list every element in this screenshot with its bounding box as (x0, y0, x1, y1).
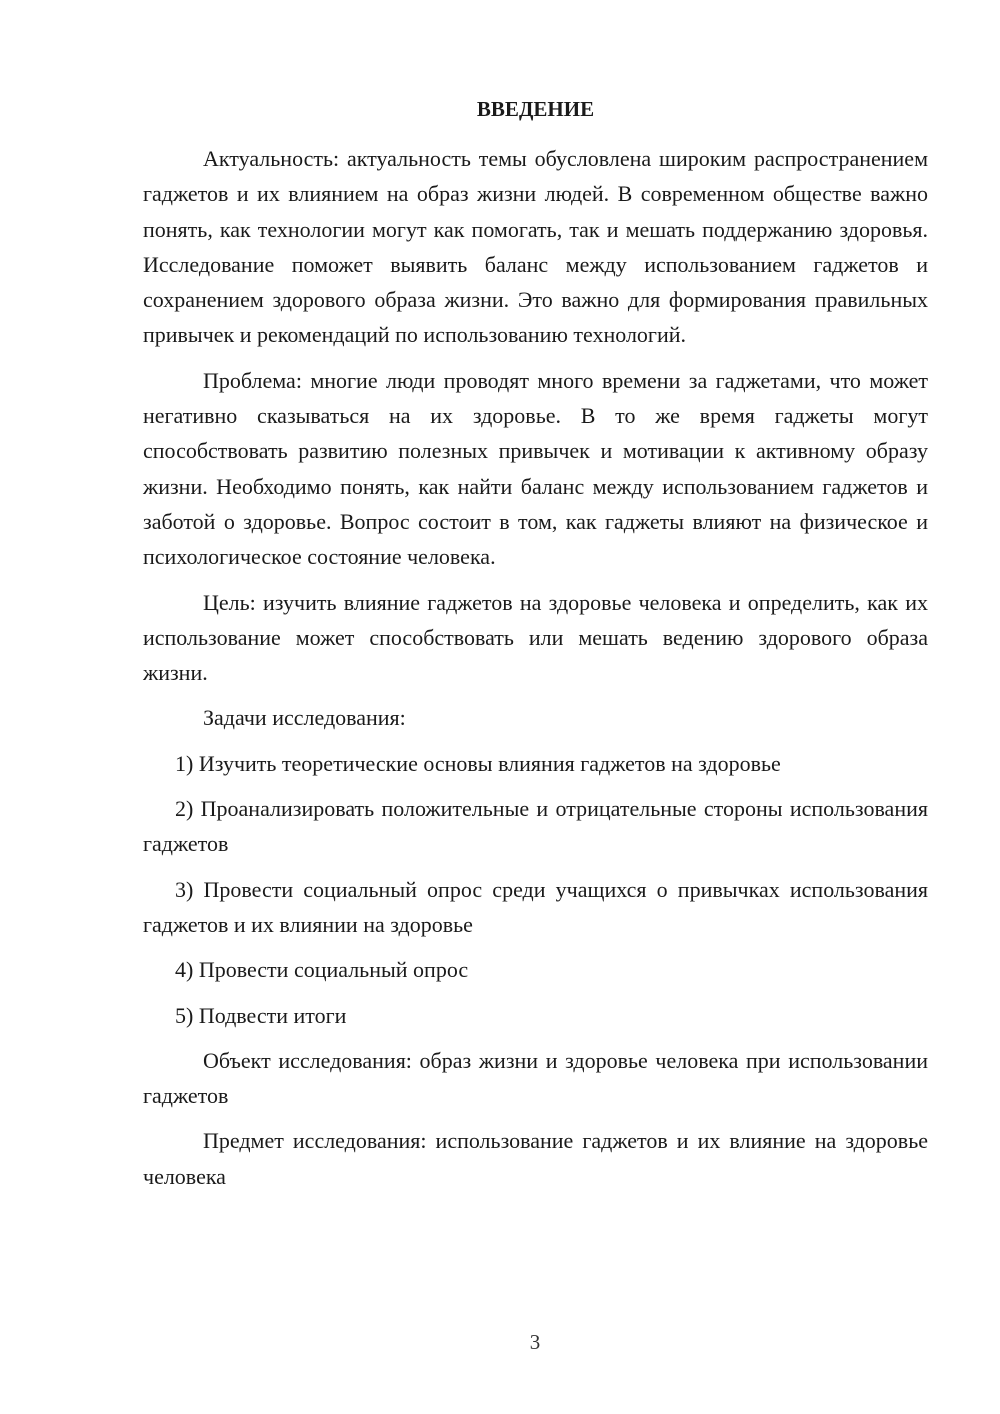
task-item-2: 2) Проанализировать положительные и отрицательные стороны использования гаджетов (143, 796, 928, 857)
tasks-heading: Задачи исследования: (203, 705, 406, 731)
paragraph-relevance: Актуальность: актуальность темы обусловлена широким распространением гаджетов и их влиянием на образ жизни людей. В современном обществе важно понять, как технологии могут как помогать, так и мешать поддержанию здоровья. Исследование поможет выявить баланс между использованием гаджетов и сохранением здорового образа жизни. Это важно для формирования правильных привычек и рекомендаций по использованию технологий. (143, 146, 928, 348)
page-number: 3 (529, 1330, 541, 1354)
task-item-1: 1) Изучить теоретические основы влияния гаджетов на здоровье (175, 750, 781, 776)
paragraph-goal: Цель: изучить влияние гаджетов на здоровье человека и определить, как их использование может способствовать или мешать ведению здорового образа жизни. (143, 589, 928, 686)
task-item-5: 5) Подвести итоги (175, 1002, 347, 1028)
page-body (143, 92, 928, 1204)
paragraph-subject: Предмет исследования: использование гаджетов и их влияние на здоровье человека (143, 1128, 928, 1189)
task-item-4: 4) Провести социальный опрос (175, 957, 469, 983)
paragraph-problem: Проблема: многие люди проводят много времени за гаджетами, что может негативно сказываться на их здоровье. В то же время гаджеты могут способствовать развитию полезных привычек и мотивации к активному образу жизни. Необходимо понять, как найти баланс между использованием гаджетов и заботой о здоровье. Вопрос состоит в том, как гаджеты влияют на физическое и психологическое состояние человека. (143, 367, 928, 570)
task-item-3: 3) Провести социальный опрос среди учащихся о привычках использования гаджетов и их влиянии на здоровье (143, 876, 928, 937)
paragraph-object: Объект исследования: образ жизни и здоровье человека при использовании гаджетов (143, 1047, 928, 1109)
section-title: ВВЕДЕНИЕ (476, 97, 595, 121)
